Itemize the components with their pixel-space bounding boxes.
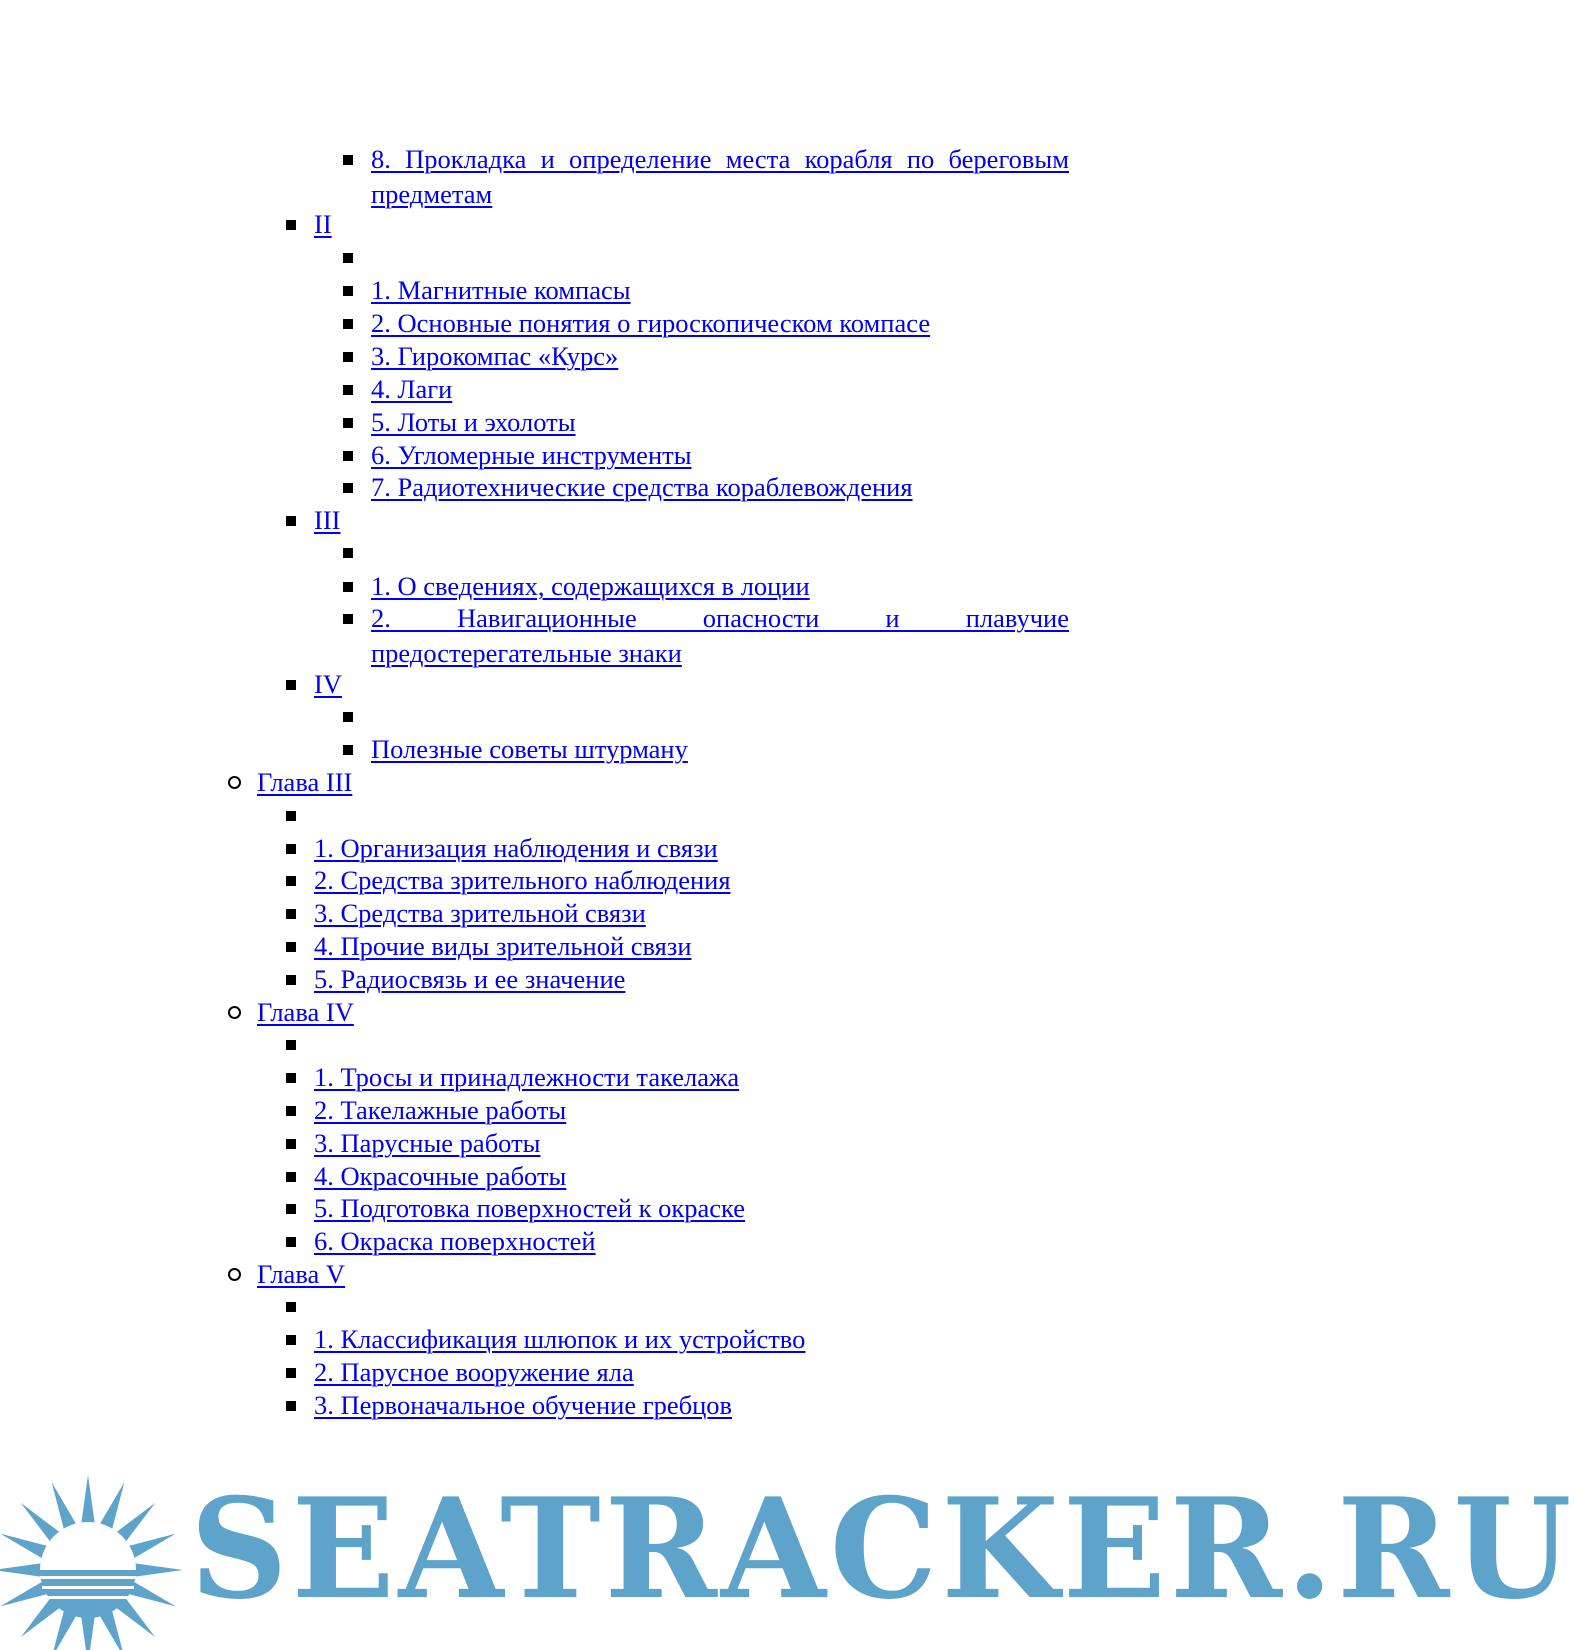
toc-item[interactable]	[314, 863, 731, 898]
toc-link[interactable]: 2. Навигационные опасности и плавучие предостерегательные знаки	[371, 603, 1069, 668]
toc-link[interactable]: 1. Тросы и принадлежности такелажа	[314, 1062, 740, 1092]
toc-link[interactable]: 3. Парусные работы	[314, 1128, 541, 1158]
toc-item[interactable]	[371, 372, 452, 407]
bullet-square	[286, 844, 296, 854]
toc-link[interactable]: 6. Окраска поверхностей	[314, 1226, 596, 1256]
bullet-square	[343, 614, 353, 624]
toc-item[interactable]	[314, 667, 342, 702]
toc-item[interactable]	[371, 438, 692, 473]
toc-link[interactable]: 2. Средства зрительного наблюдения	[314, 865, 731, 895]
bullet-square	[286, 942, 296, 952]
toc-item[interactable]	[314, 1126, 540, 1161]
bullet-square	[343, 253, 353, 263]
toc-item[interactable]	[314, 1388, 732, 1423]
toc-item[interactable]	[314, 1355, 634, 1390]
toc-item[interactable]	[371, 601, 1069, 670]
bullet-square	[286, 1401, 296, 1411]
toc-item[interactable]	[314, 929, 692, 964]
toc-link[interactable]: 5. Подготовка поверхностей к окраске	[314, 1193, 746, 1223]
bullet-square	[343, 385, 353, 395]
bullet-square	[286, 1302, 296, 1312]
toc-item[interactable]	[314, 962, 625, 997]
bullet-square	[286, 1139, 296, 1149]
bullet-square	[286, 1368, 296, 1378]
toc-link[interactable]: 2. Основные понятия о гироскопическом компасе	[371, 308, 931, 338]
bullet-square	[286, 876, 296, 886]
toc-item[interactable]	[371, 569, 810, 604]
bullet-square	[343, 712, 353, 722]
bullet-square	[343, 352, 353, 362]
bullet-square	[286, 1172, 296, 1182]
toc-item[interactable]	[314, 207, 332, 242]
toc-chapter[interactable]	[257, 1257, 345, 1292]
toc-item[interactable]	[314, 1191, 745, 1226]
bullet-square	[343, 548, 353, 558]
bullet-square	[286, 680, 296, 690]
toc-item[interactable]	[371, 405, 576, 440]
bullet-square	[343, 451, 353, 461]
toc-item[interactable]	[371, 339, 618, 374]
bullet-square	[343, 319, 353, 329]
bullet-square	[286, 220, 296, 230]
toc-link[interactable]: 5. Радиосвязь и ее значение	[314, 964, 626, 994]
toc-item[interactable]	[371, 142, 1069, 211]
bullet-square	[286, 1204, 296, 1214]
toc-item[interactable]	[314, 896, 646, 931]
toc-item[interactable]	[371, 306, 930, 341]
toc-link-chapter-iii[interactable]: Глава III	[257, 767, 353, 797]
toc-link[interactable]: 1. Магнитные компасы	[371, 275, 631, 305]
bullet-square	[286, 1040, 296, 1050]
bullet-square	[343, 418, 353, 428]
bullet-square	[343, 155, 353, 165]
toc-link[interactable]: Полезные советы штурману	[371, 734, 688, 764]
toc-link[interactable]: 2. Такелажные работы	[314, 1095, 567, 1125]
bullet-square	[286, 1237, 296, 1247]
toc-link[interactable]: 3. Гирокомпас «Курс»	[371, 341, 619, 371]
bullet-square	[286, 1073, 296, 1083]
toc-link[interactable]: 4. Лаги	[371, 374, 453, 404]
toc-link-chapter-iv[interactable]: Глава IV	[257, 997, 354, 1027]
toc-link-part-iv[interactable]: IV	[314, 669, 342, 699]
toc-link-part-iii[interactable]: III	[314, 505, 341, 535]
toc-link[interactable]: 4. Окрасочные работы	[314, 1161, 567, 1191]
toc-link[interactable]: 1. Классификация шлюпок и их устройство	[314, 1324, 806, 1354]
toc-item[interactable]	[314, 1093, 566, 1128]
bullet-square	[286, 975, 296, 985]
bullet-square	[343, 582, 353, 592]
toc-link-prokladka[interactable]: 8. Прокладка и определение места корабля по береговым предметам	[371, 144, 1069, 209]
toc-link-chapter-v[interactable]: Глава V	[257, 1259, 346, 1289]
toc-link[interactable]: 1. О сведениях, содержащихся в лоции	[371, 571, 810, 601]
toc-link[interactable]: 7. Радиотехнические средства кораблевождения	[371, 472, 913, 502]
toc-item[interactable]	[371, 470, 913, 505]
bullet-square	[286, 811, 296, 821]
toc-item[interactable]	[314, 503, 340, 538]
bullet-square	[286, 1335, 296, 1345]
bullet-square	[343, 745, 353, 755]
toc-link-part-ii[interactable]: II	[314, 209, 332, 239]
toc-item[interactable]	[314, 1322, 805, 1357]
bullet-circle	[228, 1268, 241, 1281]
watermark-text: SEATRACKER.RU	[190, 1467, 1575, 1630]
toc-chapter[interactable]	[257, 995, 354, 1030]
bullet-square	[286, 1106, 296, 1116]
toc-item[interactable]	[314, 1159, 566, 1194]
bullet-square	[343, 286, 353, 296]
toc-link[interactable]: 1. Организация наблюдения и связи	[314, 833, 718, 863]
toc-link[interactable]: 2. Парусное вооружение яла	[314, 1357, 634, 1387]
toc-item[interactable]	[371, 732, 688, 767]
toc-link[interactable]: 4. Прочие виды зрительной связи	[314, 931, 692, 961]
toc-item[interactable]	[314, 831, 718, 866]
toc-link[interactable]: 3. Первоначальное обучение гребцов	[314, 1390, 733, 1420]
toc-item[interactable]	[314, 1060, 739, 1095]
toc-item[interactable]	[371, 273, 631, 308]
toc-link[interactable]: 5. Лоты и эхолоты	[371, 407, 576, 437]
bullet-square	[286, 516, 296, 526]
bullet-square	[286, 909, 296, 919]
bullet-square	[343, 483, 353, 493]
bullet-circle	[228, 1006, 241, 1019]
bullet-circle	[228, 776, 241, 789]
toc-item[interactable]	[314, 1224, 596, 1259]
toc-link[interactable]: 6. Угломерные инструменты	[371, 440, 692, 470]
toc-chapter[interactable]	[257, 765, 352, 800]
toc-link[interactable]: 3. Средства зрительной связи	[314, 898, 646, 928]
